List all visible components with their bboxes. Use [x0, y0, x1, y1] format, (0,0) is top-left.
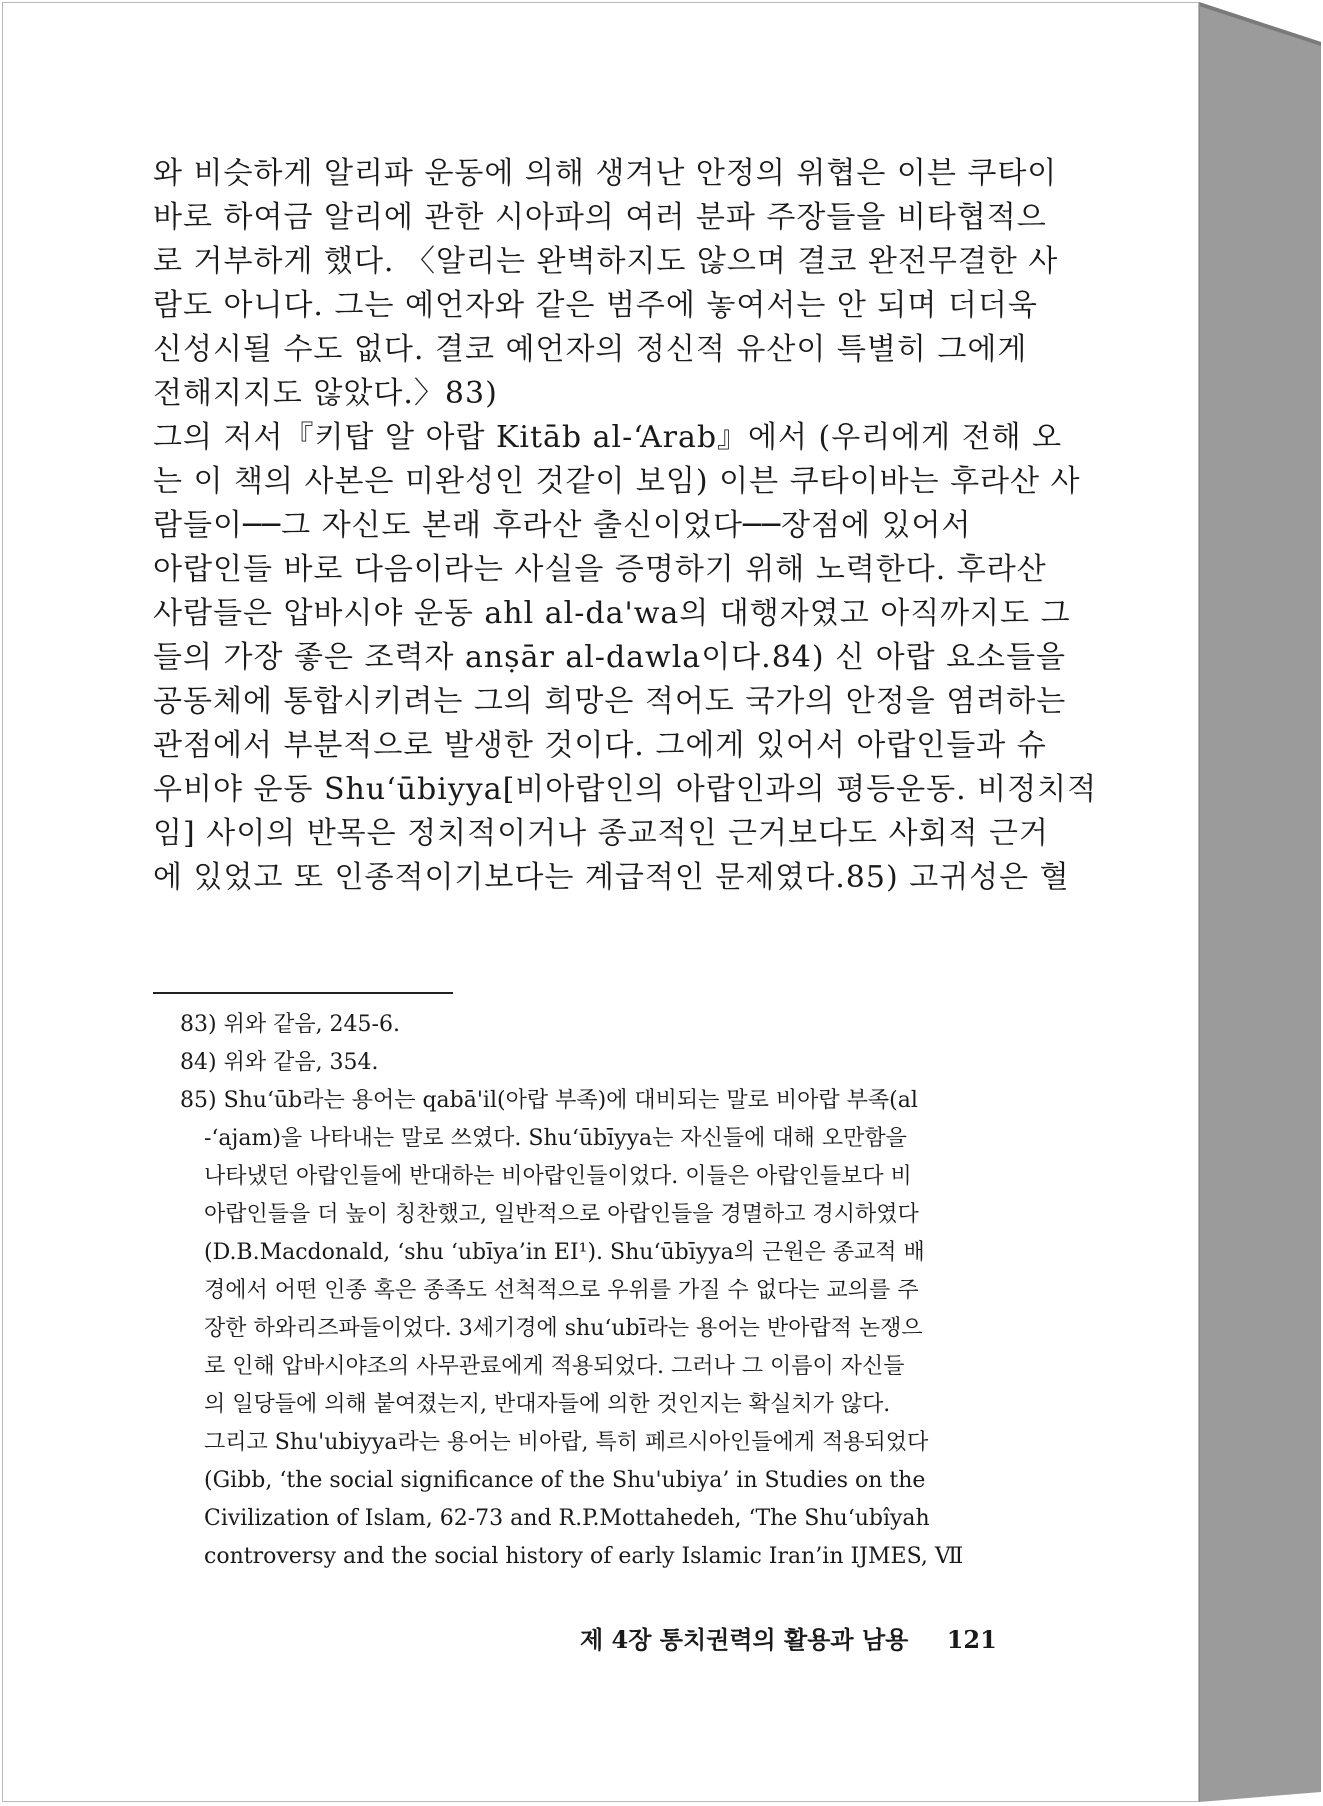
running-footer — [580, 1620, 1010, 1655]
text-line: 아랍인들 바로 다음이라는 사실을 증명하기 위해 노력한다. 후라산 — [153, 552, 1047, 587]
footnote-line: (Gibb, ‘the social significance of the Shu'ubiya’ in Studies on the — [204, 1468, 926, 1493]
footnote-line: 83) 위와 같음, 245-6. — [180, 1012, 400, 1037]
footnotes — [180, 1006, 1030, 1576]
text-line: 바로 하여금 알리에 관한 시아파의 여러 분파 주장들을 비타협적으 — [153, 200, 1047, 235]
text-line: 공동체에 통합시키려는 그의 희망은 적어도 국가의 안정을 염려하는 — [153, 684, 1067, 719]
text-line: 그의 저서『키탑 알 아랍 Kitāb al-‘Arab』에서 (우리에게 전해 오 — [153, 420, 1063, 455]
text-line: 로 거부하게 했다. 〈알리는 완벽하지도 않으며 결코 완전무결한 사 — [153, 244, 1059, 279]
text-line: 우비야 운동 Shu‘ūbiyya[비아랍인의 아랍인과의 평등운동. 비정치적 — [153, 772, 1098, 807]
footnote-line: 의 일당들에 의해 붙여졌는지, 반대자들에 의한 것인지는 확실치가 않다. — [204, 1392, 891, 1417]
text-line: 람들이──그 자신도 본래 후라산 출신이었다──장점에 있어서 — [153, 508, 972, 543]
text-line: 임] 사이의 반목은 정치적이거나 종교적인 근거보다도 사회적 근거 — [153, 816, 1049, 851]
main-text — [153, 152, 1098, 900]
footnote-line: 85) Shu‘ūb라는 용어는 qabā'il(아랍 부족)에 대비되는 말로 비아랍 부족(al — [180, 1088, 918, 1113]
text-line: 전해지지도 않았다.〉83) — [153, 376, 498, 411]
footnote-line: controversy and the social history of early Islamic Iran’in IJMES, Ⅶ — [204, 1544, 964, 1569]
text-line: 신성시될 수도 없다. 결코 예언자의 정신적 유산이 특별히 그에게 — [153, 332, 1028, 367]
footnote-line: -‘ajam)을 나타내는 말로 쓰였다. Shu‘ūbīyya는 자신들에 대해 오만함을 — [204, 1126, 907, 1151]
footnote-line: 나타냈던 아랍인들에 반대하는 비아랍인들이었다. 이들은 아랍인들보다 비 — [204, 1164, 912, 1189]
footnote-line: 84) 위와 같음, 354. — [180, 1050, 379, 1075]
footnote-line: (D.B.Macdonald, ‘shu ‘ubīya’in EI¹). Shu‘ūbīyya의 근원은 종교적 배 — [204, 1240, 925, 1265]
footnote-line: Civilization of Islam, 62-73 and R.P.Mottahedeh, ‘The Shu‘ubîyah — [204, 1506, 930, 1531]
text-line: 와 비슷하게 알리파 운동에 의해 생겨난 안정의 위협은 이븐 쿠타이 — [153, 156, 1058, 191]
footnote-line: 경에서 어떤 인종 혹은 종족도 선척적으로 우위를 가질 수 없다는 교의를 주 — [204, 1278, 919, 1303]
chapter-title: 제 4장 통치권력의 활용과 남용 — [580, 1625, 909, 1654]
text-line: 사람들은 압바시야 운동 ahl al-da'wa의 대행자였고 아직까지도 그 — [153, 596, 1071, 631]
text-line: 관점에서 부분적으로 발생한 것이다. 그에게 있어서 아랍인들과 슈 — [153, 728, 1047, 763]
page-number: 121 — [946, 1625, 997, 1654]
book-spine-edge — [1199, 2, 1321, 1802]
text-line: 들의 가장 좋은 조력자 anṣār al-dawla이다.84) 신 아랍 요소들을 — [153, 640, 1067, 675]
footnote-line: 로 인해 압바시야조의 사무관료에게 적용되었다. 그러나 그 이름이 자신들 — [204, 1354, 905, 1379]
text-line: 에 있었고 또 인종적이기보다는 계급적인 문제였다.85) 고귀성은 혈 — [153, 860, 1070, 895]
text-line: 는 이 책의 사본은 미완성인 것같이 보임) 이븐 쿠타이바는 후라산 사 — [153, 464, 1081, 499]
text-line: 람도 아니다. 그는 예언자와 같은 범주에 놓여서는 안 되며 더더욱 — [153, 288, 1038, 323]
footnote-line: 아랍인들을 더 높이 칭찬했고, 일반적으로 아랍인들을 경멸하고 경시하였다 — [204, 1202, 919, 1227]
footnote-line: 장한 하와리즈파들이었다. 3세기경에 shu‘ubī라는 용어는 반아랍적 논쟁으 — [204, 1316, 923, 1341]
footnote-line: 그리고 Shu'ubiyya라는 용어는 비아랍, 특히 페르시아인들에게 적용되었다 — [204, 1430, 929, 1455]
footnote-divider — [153, 992, 453, 994]
